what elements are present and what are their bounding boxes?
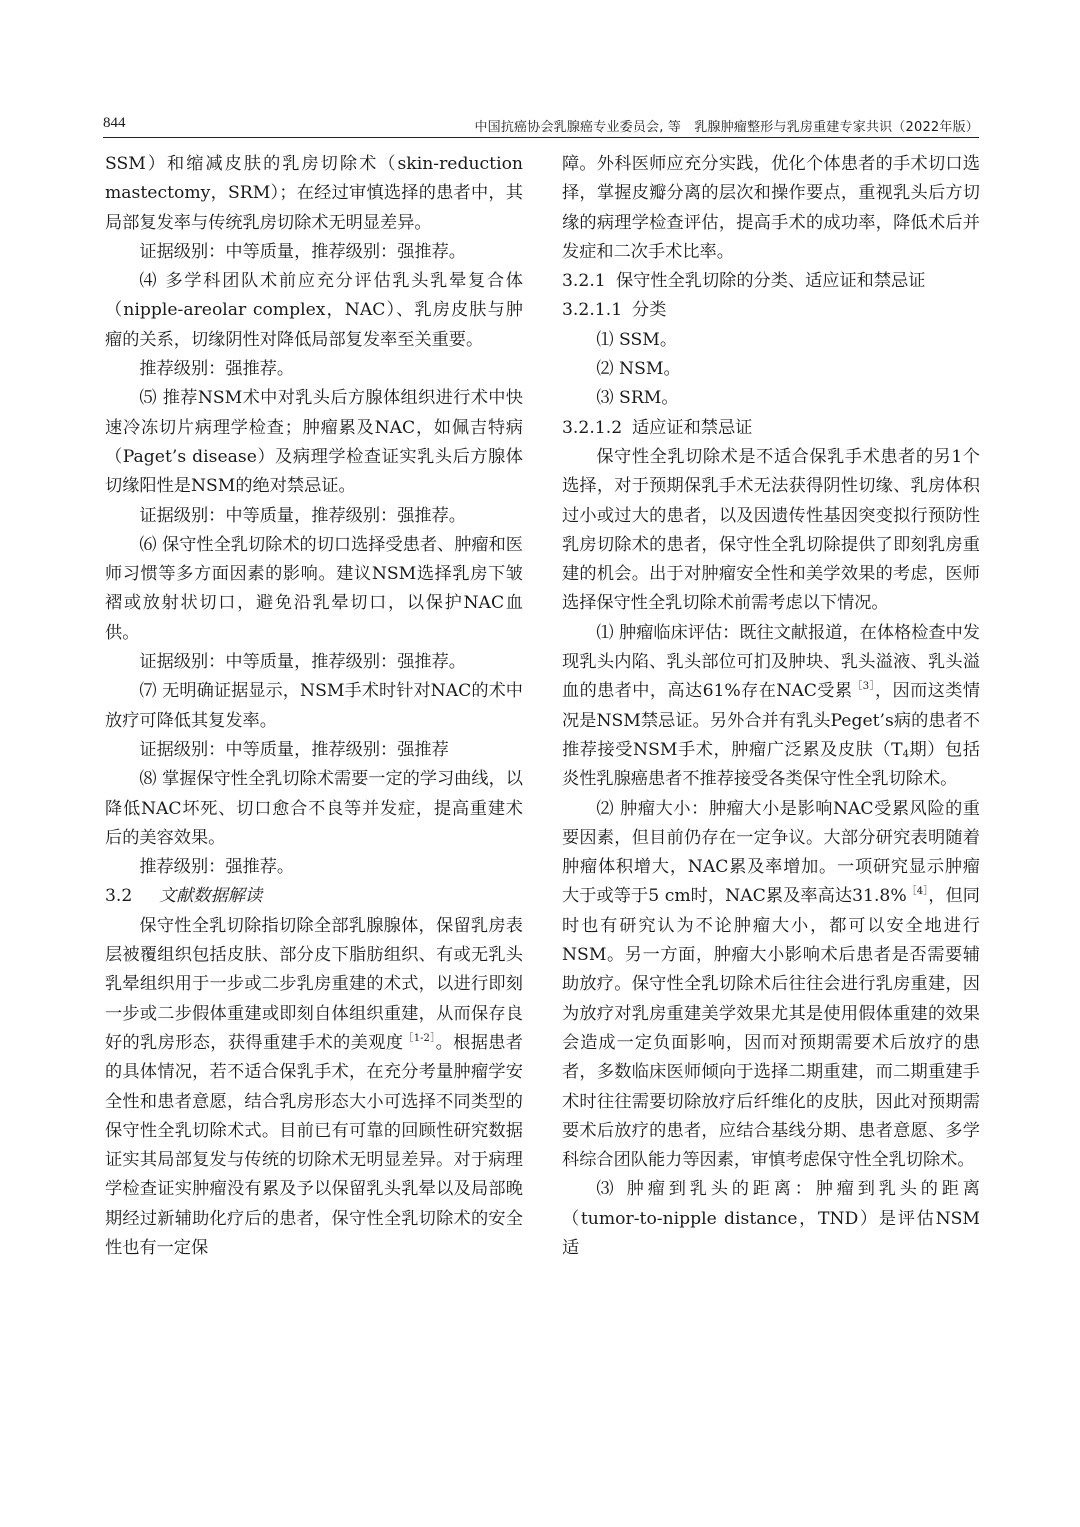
running-title: 中国抗癌协会乳腺癌专业委员会, 等 乳腺肿瘤整形与乳房重建专家共识（2022年版） (474, 120, 979, 135)
evidence-level: 证据级别：中等质量，推荐级别：强推荐。 (139, 505, 466, 526)
section-heading-3-2 (105, 882, 523, 911)
citation[interactable]: ［1-2］ (403, 1032, 436, 1044)
paragraph-text: ⑴ 肿瘤临床评估：既往文献报道，在体格检查中发现乳头内陷、乳头部位可扪及肿块、乳头溢液、乳头溢血的患者中，高达61%存在NAC受累 (562, 622, 980, 702)
recommendation-item: ⑻ 掌握保守性全乳切除术需要一定的学习曲线，以降低NAC坏死、切口愈合不良等并发症，提高重建术后的美容效果。 (105, 769, 523, 848)
citation[interactable]: ［4］ (906, 886, 929, 898)
section-heading-3-2-1-2 (562, 414, 980, 443)
recommendation-item: ⑺ 无明确证据显示，NSM手术时针对NAC的术中放疗可降低其复发率。 (105, 681, 523, 731)
paragraph: SSM）和缩减皮肤的乳房切除术（skin-reduction mastectomy，SRM）；在经过审慎选择的患者中，其局部复发率与传统乳房切除术无明显差异。 (105, 154, 523, 233)
recommendation-level: 推荐级别：强推荐。 (139, 857, 295, 878)
evidence-level: 证据级别：中等质量，推荐级别：强推荐。 (139, 652, 466, 673)
section-heading-3-2-1 (562, 267, 980, 296)
recommendation-level: 推荐级别：强推荐。 (139, 359, 295, 380)
recommendation-item: ⑹ 保守性全乳切除术的切口选择受患者、肿瘤和医师习惯等多方面因素的影响。建议NSM选择乳房下皱褶或放射状切口，避免沿乳晕切口，以保护NAC血供。 (105, 534, 523, 643)
evidence-level: 证据级别：中等质量，推荐级别：强推荐 (139, 739, 449, 760)
list-item: ⑶ SRM。 (596, 388, 679, 409)
paragraph-text: 保守性全乳切除指切除全部乳腺腺体，保留乳房表层被覆组织包括皮肤、部分皮下脂肪组织、有或无乳头乳晕组织用于一步或二步乳房重建的术式，以进行即刻一步或二步假体重建或即刻自体组织重建，从而保存良好的乳房形态，获得重建手术的美观度 (105, 915, 523, 1053)
paragraph (562, 795, 980, 1176)
section-title: 分类 (632, 300, 667, 321)
evidence-level: 证据级别：中等质量，推荐级别：强推荐。 (139, 241, 466, 262)
section-number: 3.2.1.1 (562, 300, 623, 321)
paragraph-text: ，因而这类情况是NSM禁忌证。另外合并有乳头Peget’s病的患者不推荐接受NSM手术，肿瘤广泛累及皮肤（T (562, 681, 980, 760)
section-number: 3.2 (105, 886, 133, 907)
section-title: 适应证和禁忌证 (632, 417, 753, 438)
subscript: 4 (902, 748, 909, 760)
paragraph-text: 。根据患者的具体情况，若不适合保乳手术，在充分考量肿瘤学安全性和患者意愿，结合乳房形态大小可选择不同类型的保守性全乳切除术式。目前已有可靠的回顾性研究数据证实其局部复发与传统的切除术无明显差异。对于病理学检查证实肿瘤没有累及予以保留乳头乳晕以及局部晚期经过新辅助化疗后的患者，保守性全乳切除术的安全性也有一定保 (105, 1032, 523, 1258)
recommendation-item: ⑷ 多学科团队术前应充分评估乳头乳晕复合体（nipple-areolar complex，NAC）、乳房皮肤与肿瘤的关系，切缘阴性对降低局部复发率至关重要。 (105, 271, 523, 350)
paragraph-text: ⑵ 肿瘤大小：肿瘤大小是影响NAC受累风险的重要因素，但目前仍存在一定争议。大部分研究表明随着肿瘤体积增大，NAC累及率增加。一项研究显示肿瘤大于或等于5 cm时，NAC累及率高达31.8% (562, 798, 980, 907)
section-title: 文献数据解读 (159, 886, 263, 907)
paragraph: ⑶ 肿瘤到乳头的距离：肿瘤到乳头的距离（tumor-to-nipple distance，TND）是评估NSM适 (562, 1179, 980, 1258)
list-item: ⑴ SSM。 (596, 329, 678, 350)
paragraph: 保守性全乳切除术是不适合保乳手术患者的另1个选择，对于预期保乳手术无法获得阴性切缘、乳房体积过小或过大的患者，以及因遗传性基因突变拟行预防性乳房切除术的患者，保守性全乳切除提供了即刻乳房重建的机会。出于对肿瘤安全性和美学效果的考虑，医师选择保守性全乳切除术前需考虑以下情况。 (562, 446, 980, 614)
page-header (103, 115, 979, 138)
page-number: 844 (103, 115, 126, 131)
section-number: 3.2.1 (562, 271, 606, 292)
section-heading-3-2-1-1 (562, 296, 980, 325)
paragraph (562, 619, 980, 795)
citation[interactable]: ［3］ (852, 681, 875, 693)
right-column (562, 150, 980, 1263)
section-title: 保守性全乳切除的分类、适应证和禁忌证 (616, 271, 926, 292)
paragraph-text: ，但同时也有研究认为不论肿瘤大小，都可以安全地进行NSM。另一方面，肿瘤大小影响术后患者是否需要辅助放疗。保守性全乳切除术后往往会进行乳房重建，因为放疗对乳房重建美学效果尤其是使用假体重建的效果会造成一定负面影响，因而对预期需要术后放疗的患者，多数临床医师倾向于选择二期重建，而二期重建手术时往往需要切除放疗后纤维化的皮肤，因此对预期需要术后放疗的患者，应结合基线分期、患者意愿、多学科综合团队能力等因素，审慎考虑保守性全乳切除术。 (562, 886, 980, 1171)
list-item: ⑵ NSM。 (596, 359, 681, 380)
recommendation-item: ⑸ 推荐NSM术中对乳头后方腺体组织进行术中快速冷冻切片病理学检查；肿瘤累及NAC，如佩吉特病（Paget’s disease）及病理学检查证实乳头后方腺体切缘阳性是NSM的绝对禁忌证。 (105, 388, 523, 497)
left-column (105, 150, 523, 1263)
paragraph (105, 912, 523, 1264)
paragraph-text: 期）包括炎性乳腺癌患者不推荐接受各类保守性全乳切除术。 (562, 739, 980, 790)
paragraph: 障。外科医师应充分实践，优化个体患者的手术切口选择，掌握皮瓣分离的层次和操作要点，重视乳头后方切缘的病理学检查评估，提高手术的成功率，降低术后并发症和二次手术比率。 (562, 154, 980, 262)
section-number: 3.2.1.2 (562, 417, 623, 438)
